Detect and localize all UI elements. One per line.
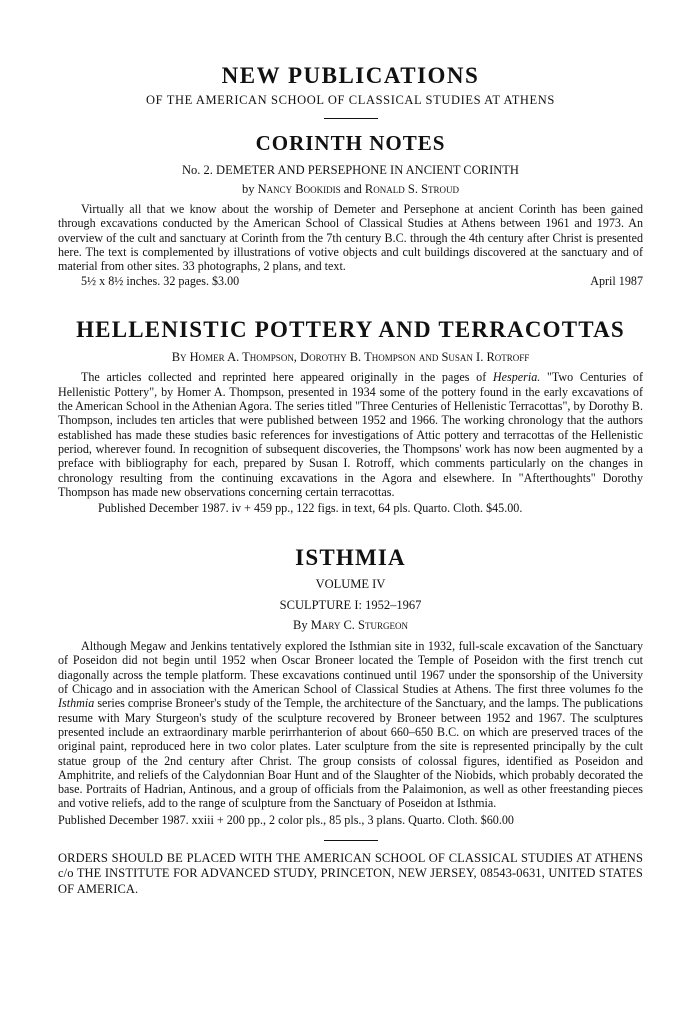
- page: [58, 62, 643, 897]
- description-text: "Two Centuries of Hellenistic Pottery", by Homer A. Thompson, presented in 1934 some of the pottery found in the early excavations of the American School in the Athenian Agora. The series titled "Three Centuries of Hellenistic Terracottas", by Dorothy B. Thompson, includes ten articles that were published between 1952 and 1966. The working chronology that the authors established has made these studies basic references for investigations of Attic pottery and terracottas of the Hellenistic period, wherever found. In recognition of subsequent discoveries, the Thompsons' work has now been augmented by a preface with bibliography for each, prepared by Susan I. Rotroff, which comments particularly on the changes in chronology resulting from the continuing excavations in the Agora and elsewhere. In "Afterthoughts" Dorothy Thompson has made new observations concerning certain terracottas.: [58, 370, 643, 499]
- volume-label: VOLUME IV: [315, 577, 386, 592]
- byline: [58, 617, 643, 633]
- description-text: Although Megaw and Jenkins tentatively explored the Isthmian site in 1932, full-scale excavation of the Sanctuary of Poseidon did not begin until 1952 when Oscar Broneer located the Temple of Poseidon with the first trench cut diagonally across the temple platform. These excavations continued until 1967 under the sponsorship of the University of Chicago and in association with the American School of Classical Studies at Athens. The first three volumes fo the: [58, 639, 643, 697]
- publication-info: [58, 274, 643, 289]
- series-name: Isthmia: [58, 696, 95, 711]
- page-title: NEW PUBLICATIONS: [221, 63, 480, 88]
- publication-date: April 1987: [590, 274, 643, 289]
- byline-by: by: [241, 182, 255, 196]
- section-title: ISTHMIA: [295, 545, 406, 571]
- description: Virtually all that we know about the worship of Demeter and Persephone at ancient Corinth has been gained through excavations conducted by the American School of Classical Studies at Athens between 1961 and 1973. An overview of the cult and sanctuary at Corinth from the 7th century B.C. through the 4th century after Christ is presented here. The text is complemented by illustrations of votive objects and cult buildings discovered at the sanctuary and of material from other sites. 33 photographs, 2 plans, and text.: [58, 202, 643, 274]
- author-name: Nancy Bookidis: [257, 182, 341, 196]
- ordering-info: ORDERS SHOULD BE PLACED WITH THE AMERICAN SCHOOL OF CLASSICAL STUDIES AT ATHENS c/o THE INSTITUTE FOR ADVANCED STUDY, PRINCETON, NEW JERSEY, 08543-0631, UNITED STATES OF AMERICA.: [58, 850, 643, 896]
- publication-info: Published December 1987. iv + 459 pp., 122 figs. in text, 64 pls. Quarto. Cloth. $45.00.: [98, 501, 523, 516]
- description: [58, 639, 643, 811]
- description-text: series comprise Broneer's study of the Temple, the architecture of the Sanctuary, and the lamps. The publications resume with Mary Sturgeon's study of the sculpture recovered by Broneer between 1952 and 1967. The sculptures presented include an extraordinary marble perirrhanterion of about 660–650 B.C. on which are preserved traces of the original paint, reproduced here in two color plates. Later sculpture from the site is represented principally by the cult statue group of the 2nd century after Christ. The group consists of colossal figures, identified as Poseidon and Amphitrite, and reliefs of the Calydonnian Boar Hunt and of the Slaughter of the Niobids, which probably decorated the base. Portraits of Hadrian, Antinous, and a group of officials from the Palaimonion, as well as other freestanding pieces and votive reliefs, add to the range of sculpture from the Sanctuary of Poseidon at Isthmia.: [58, 696, 643, 811]
- journal-title: Hesperia.: [492, 370, 541, 385]
- section-title: HELLENISTIC POTTERY AND TERRACOTTAS: [76, 317, 625, 343]
- book-title: No. 2. DEMETER AND PERSEPHONE IN ANCIENT CORINTH: [182, 163, 519, 177]
- masthead: [58, 62, 643, 119]
- hellenistic-section: [58, 316, 643, 516]
- byline: By Homer A. Thompson, Dorothy B. Thompson and Susan I. Rotroff: [171, 350, 530, 365]
- specs: 5½ x 8½ inches. 32 pages. $3.00: [81, 274, 240, 289]
- isthmia-section: [58, 544, 643, 828]
- divider: [324, 118, 378, 119]
- publication-info: Published December 1987. xxiii + 200 pp., 2 color pls., 85 pls., 3 plans. Quarto. Cloth. $60.00: [58, 812, 514, 827]
- series-title: CORINTH NOTES: [255, 131, 446, 155]
- volume-subtitle: SCULPTURE I: 1952–1967: [279, 598, 422, 613]
- description: [58, 370, 643, 499]
- divider: [324, 840, 378, 841]
- author-name: Ronald S. Stroud: [364, 182, 460, 196]
- page-subtitle: OF THE AMERICAN SCHOOL OF CLASSICAL STUDIES AT ATHENS: [146, 93, 555, 107]
- byline: [58, 181, 643, 197]
- byline-and: and: [343, 182, 362, 196]
- byline-by: By: [293, 618, 308, 633]
- author-name: Mary C. Sturgeon: [310, 618, 408, 633]
- description-text: The articles collected and reprinted here appeared originally in the pages of: [81, 370, 493, 385]
- corinth-notes-section: [58, 130, 643, 289]
